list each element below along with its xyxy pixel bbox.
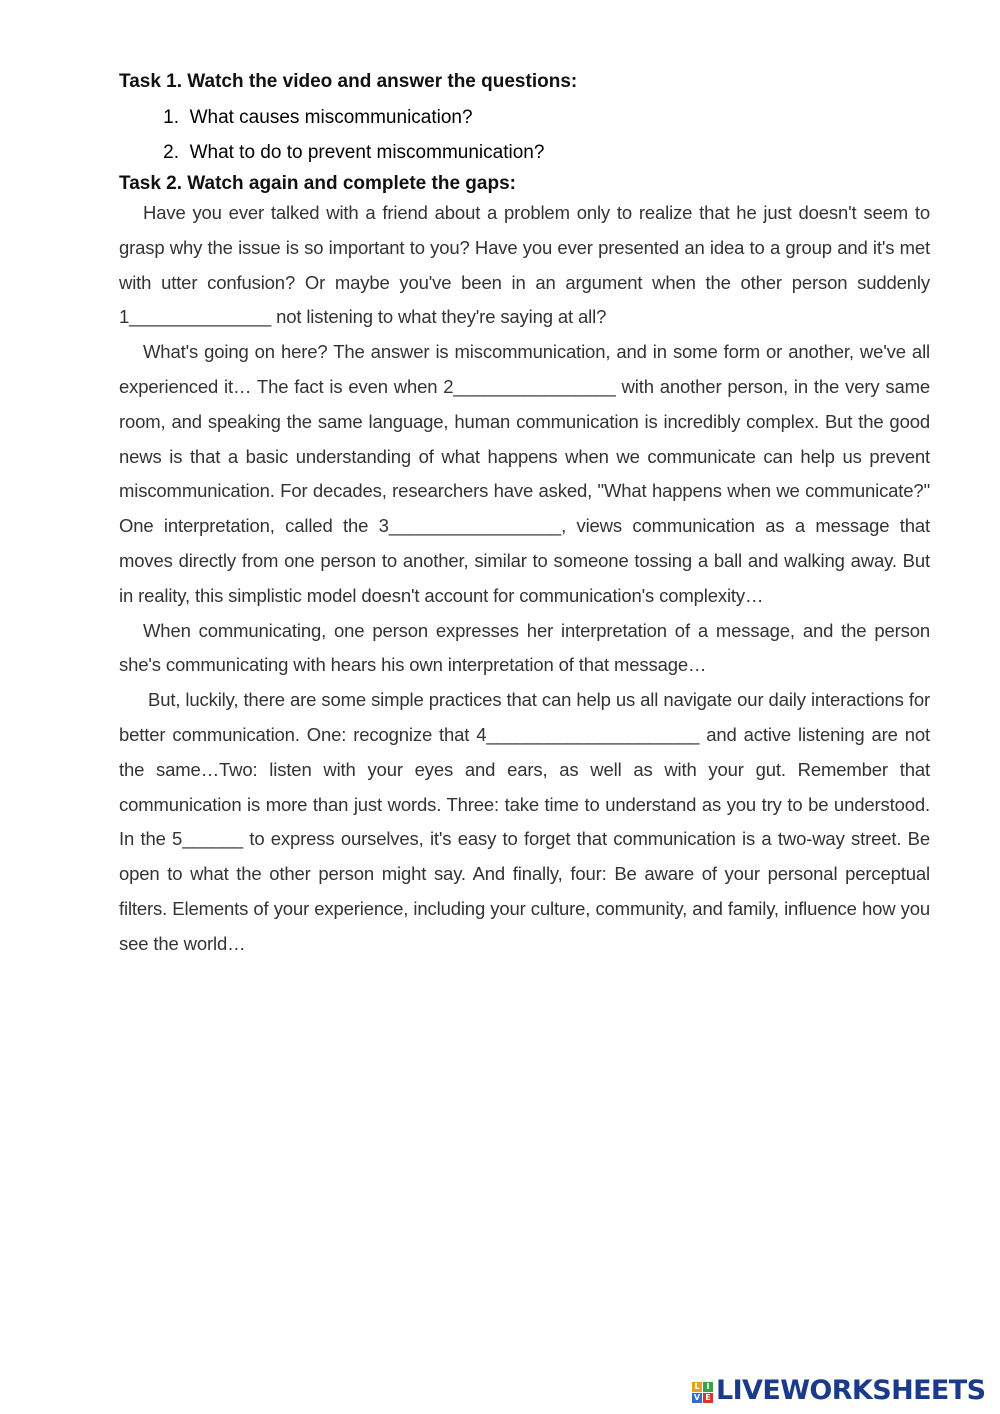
task2-heading: Task 2. Watch again and complete the gaps: <box>119 173 516 194</box>
passage-paragraph-2: What's going on here? The answer is miscommunication, and in some form or another, we've all experienced it… The fact is even when 2________________ with another person, in the very same room, and speaking the same language, human communication is incredibly complex. But the good news is that a basic understanding of what happens when we communicate can help us prevent miscommunication. For decades, researchers have asked, "What happens when we communicate?" One interpretation, called the 3_________________, views communication as a message that moves directly from one person to another, similar to someone tossing a ball and walking away. But in reality, this simplistic model doesn't account for communication's complexity… <box>119 341 930 606</box>
logo-mark-letter: I <box>703 1382 713 1392</box>
question-number: 1. <box>163 107 179 128</box>
passage-paragraph-1: Have you ever talked with a friend about a problem only to realize that he just doesn't seem to grasp why the issue is so important to you? Have you ever presented an idea to a group and it's met with utter confusion? Or maybe you've been in an argument when the other person suddenly 1______________ not listening to what they're saying at all? <box>119 202 930 328</box>
task1-question-list <box>119 100 930 170</box>
logo-mark-icon <box>692 1382 713 1403</box>
passage-paragraph-4: But, luckily, there are some simple practices that can help us all navigate our daily interactions for better communication. One: recognize that 4_____________________ and active listening are not the same…Two: listen with your eyes and ears, as well as with your gut. Remember that communication is more than just words. Three: take time to understand as you try to be understood. In the 5______ to express ourselves, it's easy to forget that communication is a two-way street. Be open to what the other person might say. And finally, four: Be aware of your personal perceptual filters. Elements of your experience, including your culture, community, and family, influence how you see the world… <box>119 689 930 954</box>
question-number: 2. <box>163 142 179 163</box>
task1-heading: Task 1. Watch the video and answer the questions: <box>119 71 578 92</box>
logo-mark-letter: L <box>692 1382 702 1392</box>
logo-text: LIVEWORKSHEETS <box>716 1374 986 1406</box>
liveworksheets-logo <box>692 1374 985 1406</box>
passage-paragraph-3: When communicating, one person expresses her interpretation of a message, and the person she's communicating with hears his own interpretation of that message… <box>119 619 930 676</box>
question-item <box>119 100 930 135</box>
question-text-value: What causes miscommunication? <box>189 107 473 128</box>
logo-mark-letter: E <box>703 1393 713 1403</box>
worksheet-content <box>119 68 930 962</box>
question-item <box>119 135 930 170</box>
question-text <box>179 100 473 135</box>
logo-mark-letter: V <box>693 1392 701 1402</box>
question-text-value: What to do to prevent miscommunication? <box>189 142 545 163</box>
question-text <box>179 135 544 170</box>
